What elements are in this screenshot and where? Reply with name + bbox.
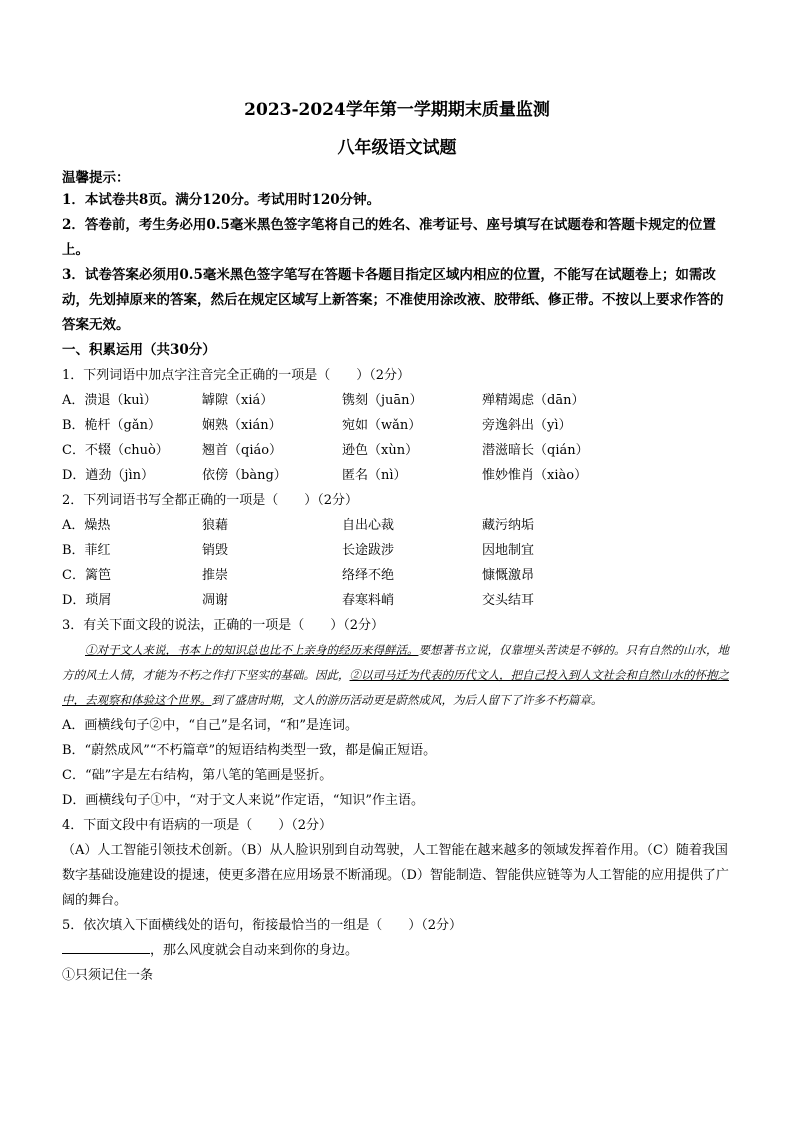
passage-text: 要想著书立说，仅靠埋头苦读是不够的。只有自然的山水，地方的风土人情，才能为不朽之作打下坚实的基础。因此， (62, 643, 729, 682)
question-5-item: ①只须记住一条 (62, 968, 154, 983)
question-4-text: （A）人工智能引领技术创新。（B）从人脸识别到自动驾驶，人工智能在越来越多的领域发挥着作用。（C）随着我国数字基础设施建设的提速，使更多潜在应用场景不断涌现。（D）智能制造、智能供应链等为人工智能的应用提供了广阔的舞台。 (62, 843, 729, 908)
notice-item: 3．试卷答案必须用0.5毫米黑色签字笔写在答题卡各题目指定区域内相应的位置，不能写在试题卷上；如需改动，先划掉原来的答案，然后在规定区域写上新答案；不准使用涂改液、胶带纸、修正带。不按以上要求作答的答案无效。 (62, 267, 724, 333)
question-3-stem: 3．有关下面文段的说法，正确的一项是（ ）（2分） (62, 618, 385, 633)
question-5-line (62, 938, 732, 963)
notice-label: 温馨提示： (62, 170, 130, 186)
question-3-option: B．“蔚然成风”“不朽篇章”的短语结构类型一致，都是偏正短语。 (62, 743, 437, 758)
question-1-options (62, 388, 732, 488)
option-cell: D．遒劲（jìn） (62, 468, 154, 483)
option-cell: A．燥热 (62, 518, 111, 533)
exam-page (62, 98, 732, 988)
question-5-line-text: ，那么风度就会自动来到你的身边。 (150, 943, 359, 958)
option-cell: 匿名（nì） (342, 468, 407, 483)
underlined-sentence-1: ①对于文人来说，书本上的知识总也比不上亲身的经历来得鲜活。 (85, 643, 419, 657)
question-4-stem: 4．下面文段中有语病的一项是（ ）（2分） (62, 818, 333, 833)
option-cell: 旁逸斜出（yì） (482, 418, 572, 433)
option-cell: 自出心裁 (342, 518, 395, 533)
option-cell: 翘首（qiáo） (202, 443, 283, 458)
question-5-stem: 5．依次填入下面横线处的语句，衔接最恰当的一组是（ ）（2分） (62, 918, 463, 933)
notice-item: 1．本试卷共8页。满分120分。考试用时120分钟。 (62, 192, 381, 208)
underlined-sentence-2: ②以司马迁为代表的历代文人，把自己投入到人文社会和自然山水的怀抱之中，去观察和体验这个世界。 (62, 668, 729, 707)
question-1-stem: 1．下列词语中加点字注音完全正确的一项是（ ）（2分） (62, 368, 411, 383)
option-cell: C．不辍（chuò） (62, 443, 169, 458)
option-cell: 宛如（wǎn） (342, 418, 422, 433)
option-cell: B．菲红 (62, 543, 111, 558)
fill-blank (62, 939, 150, 954)
option-cell: 络绎不绝 (342, 568, 395, 583)
option-cell: A．溃退（kuì） (62, 393, 157, 408)
question-3-passage (62, 638, 732, 713)
section-title: 一、积累运用（共30分） (62, 342, 216, 358)
option-cell: 惟妙惟肖（xiào） (482, 468, 588, 483)
option-cell: 潜滋暗长（qián） (482, 443, 589, 458)
option-cell: B．桅杆（gǎn） (62, 418, 161, 433)
option-cell: 交头结耳 (482, 593, 535, 608)
option-cell: 狼藉 (202, 518, 229, 533)
question-3-option: D．画横线句子①中，“对于文人来说”作定语，“知识”作主语。 (62, 793, 425, 808)
option-cell: 逊色（xùn） (342, 443, 419, 458)
question-2-stem: 2．下列词语书写全都正确的一项是（ ）（2分） (62, 493, 359, 508)
option-cell: 凋谢 (202, 593, 229, 608)
option-cell: 藏污纳垢 (482, 518, 535, 533)
passage-text: 到了盛唐时期，文人的游历活动更是蔚然成风，为后人留下了许多不朽篇章。 (211, 693, 603, 707)
exam-subtitle: 八年级语文试题 (337, 138, 457, 158)
question-2-options (62, 513, 732, 613)
exam-title: 2023-2024学年第一学期期末质量监测 (244, 100, 550, 120)
option-cell: 春寒料峭 (342, 593, 395, 608)
option-cell: 罅隙（xiá） (202, 393, 274, 408)
option-cell: 娴熟（xián） (202, 418, 282, 433)
option-cell: D．琐屑 (62, 593, 112, 608)
question-3-option: A．画横线句子②中，“自己”是名词，“和”是连词。 (62, 718, 358, 733)
option-cell: 镌刻（juān） (342, 393, 423, 408)
option-cell: C．篱笆 (62, 568, 111, 583)
option-cell: 因地制宜 (482, 543, 535, 558)
notice-item: 2．答卷前，考生务必用0.5毫米黑色签字笔将自己的姓名、准考证号、座号填写在试题卷和答题卡规定的位置上。 (62, 217, 716, 258)
option-cell: 殚精竭虑（dān） (482, 393, 585, 408)
option-cell: 慷慨激昂 (482, 568, 535, 583)
option-cell: 依傍（bàng） (202, 468, 287, 483)
option-cell: 长途跋涉 (342, 543, 395, 558)
option-cell: 推崇 (202, 568, 229, 583)
question-3-option: C．“础”字是左右结构，第八笔的笔画是竖折。 (62, 768, 333, 783)
option-cell: 销毁 (202, 543, 229, 558)
